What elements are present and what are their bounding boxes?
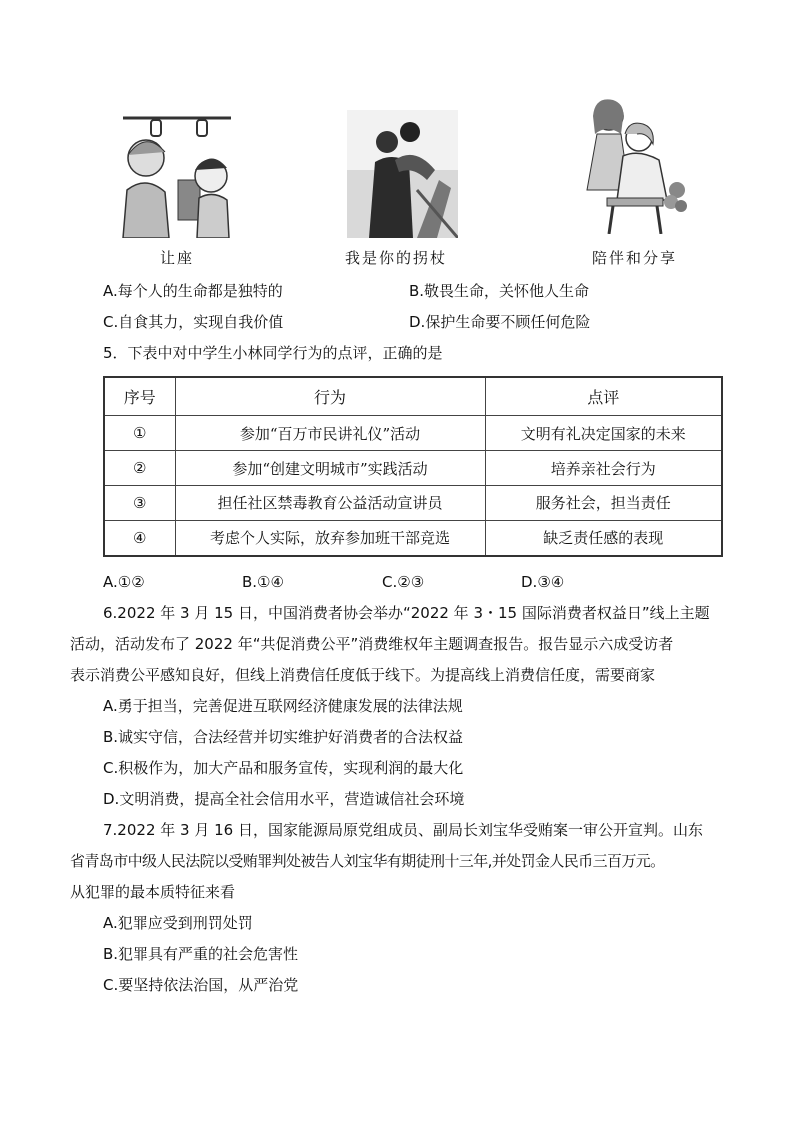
option-a: A.勇于担当，完善促进互联网经济健康发展的法律法规 [103, 697, 463, 715]
question-stem-line: 表示消费公平感知良好，但线上消费信任度低于线下。为提高线上消费信任度，需要商家 [70, 666, 656, 684]
support-crutch-photo [347, 110, 458, 238]
option-a: A.①② [103, 573, 145, 591]
question-stem-line: 活动，活动发布了 2022 年“共促消费公平”消费维权年主题调查报告。报告显示六成受访者 [70, 635, 674, 653]
illustration-caption: 陪伴和分享 [592, 249, 678, 267]
table-row [104, 485, 722, 520]
table-row [104, 416, 722, 451]
table-row [104, 451, 722, 486]
option-b: B.诚实守信，合法经营并切实维护好消费者的合法权益 [103, 728, 464, 746]
option-a: A.犯罪应受到刑罚处罚 [103, 914, 253, 932]
table-cell: 服务社会，担当责任 [485, 485, 722, 520]
table-cell: 参加“百万市民讲礼仪”活动 [175, 416, 485, 451]
option-c: C.要坚持依法治国，从严治党 [103, 976, 299, 994]
question-stem-line: 6.2022 年 3 月 15 日，中国消费者协会举办“2022 年 3・15 国际消费者权益日”线上主题 [103, 604, 710, 622]
table-cell: ① [104, 416, 175, 451]
table-cell: 考虑个人实际，放弃参加班干部竞选 [175, 520, 485, 556]
table-cell: 培养亲社会行为 [485, 451, 722, 486]
question-stem-line: 7.2022 年 3 月 16 日，国家能源局原党组成员、副局长刘宝华受贿案一审公开宣判。山东 [103, 821, 703, 839]
table-cell: 缺乏责任感的表现 [485, 520, 722, 556]
option-c: C.自食其力，实现自我价值 [103, 313, 284, 331]
option-d: D.保护生命要不顾任何危险 [409, 313, 591, 331]
table-header: 行为 [175, 377, 485, 416]
table-header: 序号 [104, 377, 175, 416]
option-b: B.①④ [242, 573, 284, 591]
table-cell: ③ [104, 485, 175, 520]
table-row [104, 520, 722, 556]
illustration-caption: 让座 [160, 249, 195, 267]
table-cell: ④ [104, 520, 175, 556]
companionship-illustration [567, 94, 689, 234]
table-header: 点评 [485, 377, 722, 416]
seat-offering-illustration [113, 110, 233, 238]
option-c: C.②③ [382, 573, 425, 591]
table-cell: ② [104, 451, 175, 486]
table-cell: 参加“创建文明城市”实践活动 [175, 451, 485, 486]
table-cell: 文明有礼决定国家的未来 [485, 416, 722, 451]
option-b: B.敬畏生命，关怀他人生命 [409, 282, 590, 300]
question-stem-line: 从犯罪的最本质特征来看 [70, 883, 236, 901]
question-stem: 5．下表中对中学生小林同学行为的点评，正确的是 [103, 344, 443, 362]
table-header-row [104, 377, 722, 416]
option-d: D.文明消费，提高全社会信用水平，营造诚信社会环境 [103, 790, 465, 808]
illustration-caption: 我是你的拐杖 [345, 249, 448, 267]
option-a: A.每个人的生命都是独特的 [103, 282, 283, 300]
evaluation-table [103, 376, 723, 557]
question-stem-line: 省青岛市中级人民法院以受贿罪判处被告人刘宝华有期徒刑十三年,并处罚金人民币三百万元。 [70, 852, 665, 870]
option-d: D.③④ [521, 573, 565, 591]
option-c: C.积极作为，加大产品和服务宣传，实现利润的最大化 [103, 759, 464, 777]
table-cell: 担任社区禁毒教育公益活动宣讲员 [175, 485, 485, 520]
option-b: B.犯罪具有严重的社会危害性 [103, 945, 299, 963]
